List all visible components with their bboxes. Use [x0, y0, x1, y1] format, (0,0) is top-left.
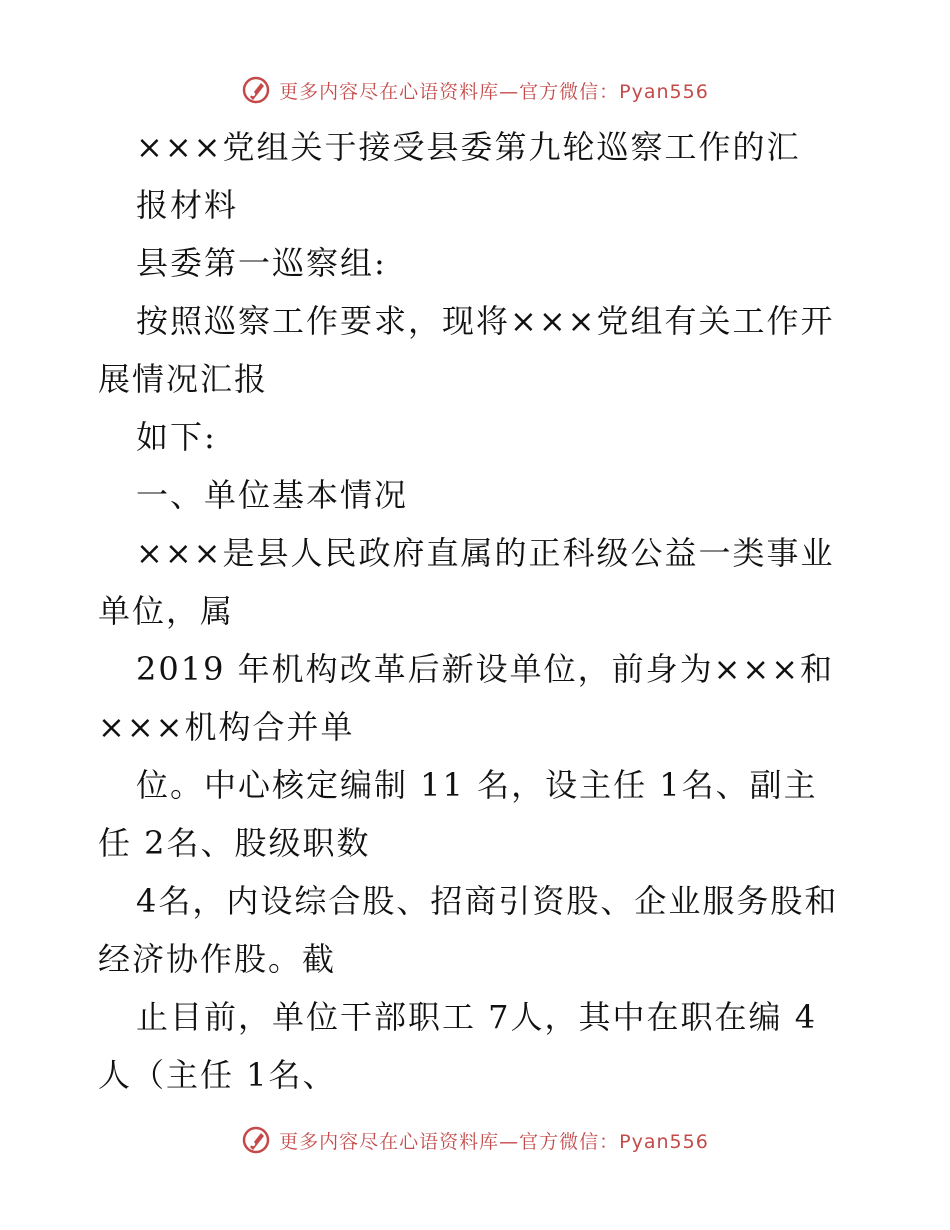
- red-pen-logo-icon: [241, 75, 271, 105]
- document-line: 止目前，单位干部职工 7人，其中在职在编 4: [136, 998, 818, 1036]
- document-line: 单位，属: [98, 592, 235, 630]
- header-watermark-banner: [0, 70, 950, 110]
- document-line: 人（主任 1名、: [98, 1056, 337, 1094]
- document-line: 位。中心核定编制 11 名，设主任 1名、副主: [136, 766, 818, 804]
- document-body: [98, 118, 858, 1104]
- document-line: 县委第一巡察组:: [136, 244, 387, 282]
- document-line: ×××机构合并单: [98, 708, 355, 746]
- document-line: 2019 年机构改革后新设单位，前身为×××和: [136, 650, 835, 688]
- document-line: 按照巡察工作要求，现将×××党组有关工作开: [136, 302, 835, 340]
- document-line: 一、单位基本情况: [136, 476, 409, 514]
- document-line: 任 2名、股级职数: [98, 824, 371, 862]
- document-line: 4名，内设综合股、招商引资股、企业服务股和: [136, 882, 839, 920]
- document-line: 经济协作股。截: [98, 940, 337, 978]
- document-line: 展情况汇报: [98, 360, 269, 398]
- footer-watermark-banner: [0, 1120, 950, 1160]
- red-pen-logo-icon: [241, 1125, 271, 1155]
- footer-watermark-text: 更多内容尽在心语资料库—官方微信：Pyan556: [279, 1130, 709, 1153]
- document-line: 如下:: [136, 418, 217, 456]
- document-line: 报材料: [136, 186, 239, 224]
- document-line: ×××是县人民政府直属的正科级公益一类事业: [136, 534, 835, 572]
- document-line: ×××党组关于接受县委第九轮巡察工作的汇: [136, 128, 801, 166]
- header-watermark-text: 更多内容尽在心语资料库—官方微信：Pyan556: [279, 80, 709, 103]
